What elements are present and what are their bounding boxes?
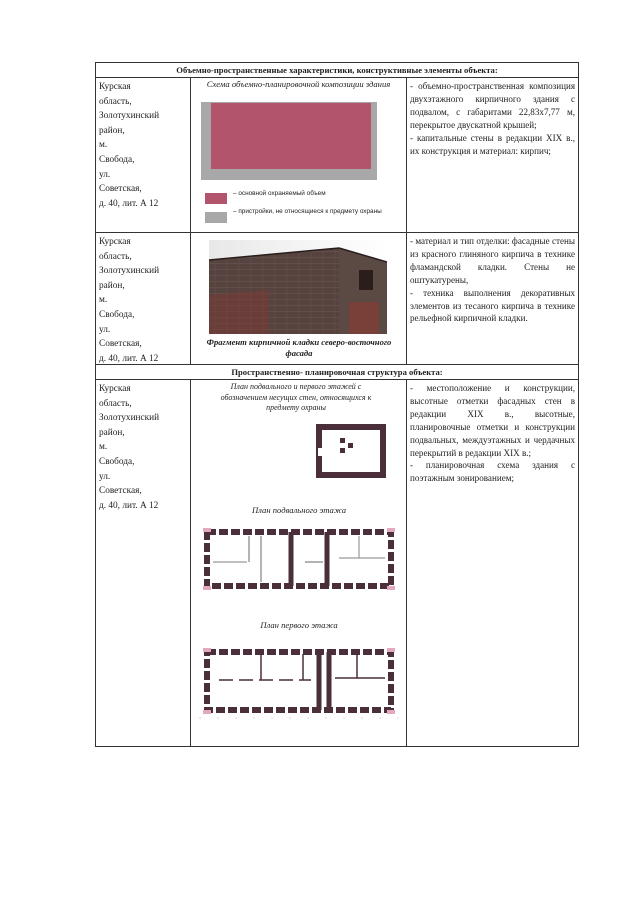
legend-plan <box>316 424 386 478</box>
object-table <box>95 62 579 747</box>
description-text: - техника выполнения декоративных элементов из тесаного кирпича в технике рельефной кирпичной кладки. <box>410 287 575 324</box>
legend-swatch-main <box>205 193 227 204</box>
table-row <box>96 78 578 233</box>
basement-plan-title: План подвального этажа <box>251 505 347 515</box>
description-cell <box>407 233 578 364</box>
legend-swatch-annex <box>205 212 227 223</box>
description-cell <box>407 78 578 232</box>
description-text: - объемно-пространственная композиция двухэтажного кирпичного здания с подвалом, с габаритами 22,83х7,77 м, перекрытое двускатной крышей; <box>410 81 575 130</box>
photo-caption: Фрагмент кирпичной кладки северо-восточного фасада <box>206 337 392 358</box>
first-floor-plan <box>199 640 399 720</box>
section-header-volumetric: Объемно-пространственные характеристики, конструктивные элементы объекта: <box>96 63 578 78</box>
protected-volume <box>211 103 371 169</box>
description-text: - местоположение и конструкции, высотные отметки фасадных стен в редакции XIX в., высотные, планировочные отметки и конструкции подвальных, междуэтажных и чердачных перекрытий в редакции XIX в.; <box>410 383 575 458</box>
photo-cell <box>191 233 407 364</box>
address-cell: Курская область, Золотухинский район, м. Свобода, ул. Советская, д. 40, лит. А 12 <box>96 78 191 232</box>
plans-cell <box>191 380 407 746</box>
schema-cell <box>191 78 407 232</box>
description-text: - планировочная схема здания с поэтажным зонированием; <box>410 460 575 484</box>
first-floor-plan-title: План первого этажа <box>260 620 338 630</box>
table-row <box>96 380 578 746</box>
address-cell: Курская область, Золотухинский район, м. Свобода, ул. Советская, д. 40, лит. А 12 <box>96 233 191 364</box>
section-header-planning: Пространственно- планировочная структура объекта: <box>96 365 578 380</box>
description-cell <box>407 380 578 746</box>
basement-plan <box>199 522 399 594</box>
address-cell: Курская область, Золотухинский район, м. Свобода, ул. Советская, д. 40, лит. А 12 <box>96 380 191 746</box>
plans-legend-title: План подвального и первого этажей с обозначением несущих стен, относящихся к предмету охраны <box>220 382 372 412</box>
description-text: - материал и тип отделки: фасадные стены из красного глиняного кирпича в технике фламандской кладки. Стены не оштукатурены, <box>410 236 575 285</box>
volume-schema <box>191 100 405 225</box>
description-text: - капитальные стены в редакции XIX в., их конструкция и материал: кирпич; <box>410 132 575 156</box>
legend-main-label: – основной охраняемый объем <box>233 190 326 197</box>
legend-annex-label: – пристройки, не относящиеся к предмету охраны <box>233 208 382 215</box>
brick-wall-photo <box>209 240 387 334</box>
schema-title: Схема объемно-планировочной композиции здания <box>206 79 391 89</box>
table-row <box>96 233 578 365</box>
